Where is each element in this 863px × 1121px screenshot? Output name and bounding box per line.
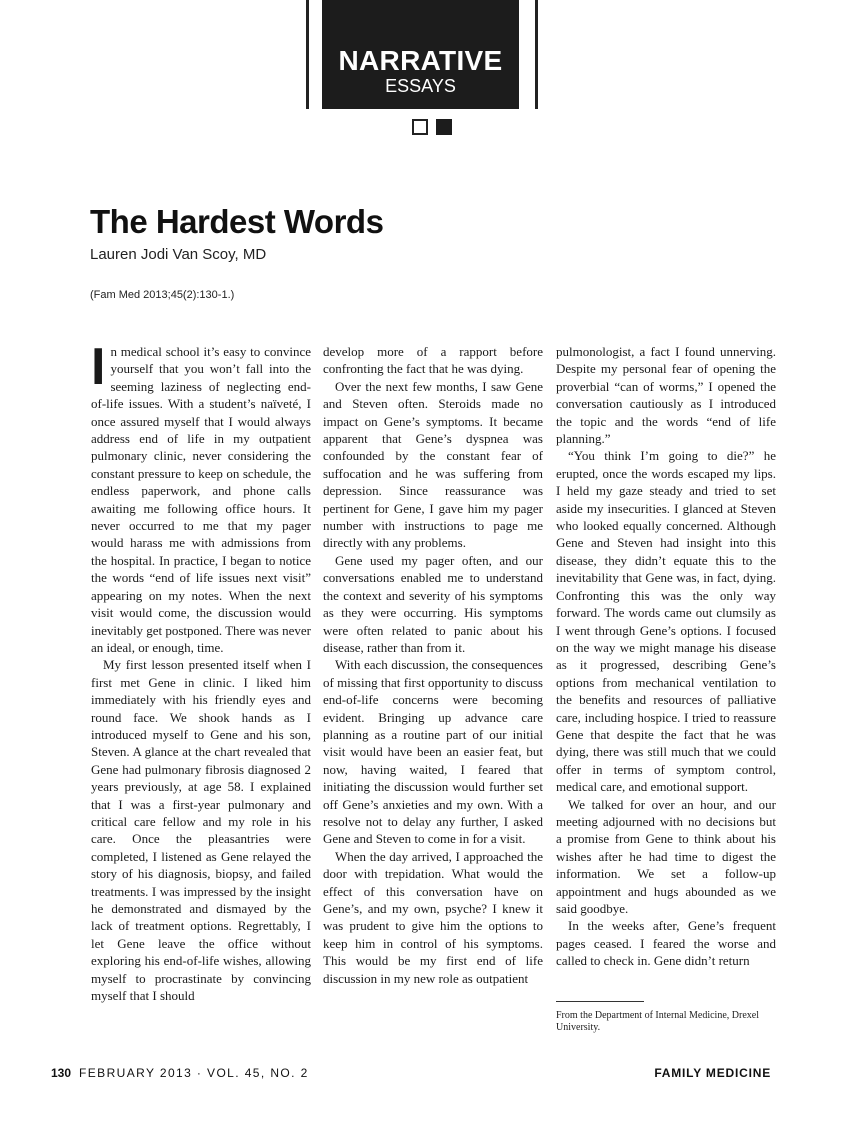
text-column-3 [556, 343, 776, 1043]
banner-left-rule [306, 0, 309, 109]
filled-square-ornament [436, 119, 452, 135]
paragraph: In the weeks after, Gene’s frequent pages ceased. I feared the worse and called to check in. Gene didn’t return [556, 918, 776, 969]
text-column-1 [91, 343, 311, 1043]
paragraph: We talked for over an hour, and our meeting adjourned with no decisions but a promise from Gene to think about his wishes after he had time to digest the information. We set a follow-up appointment and hugs abounded as we said goodbye. [556, 796, 776, 916]
text-column-2 [323, 343, 543, 1043]
journal-name: FAMILY MEDICINE [654, 1066, 771, 1080]
paragraph: “You think I’m going to die?” he erupted, once the words escaped my lips. I held my gaze steady and tried to set aside my insecurities. I glanced at Steven who looked equally concerned. Although Gene and Steven had insight into this disease, they didn’t equate this to the inevitability that Gene was, in fact, dying. Confronting this was the only way forward. The words came out clumsily as I went through Gene’s options. I focused on the way we might manage his disease as it progressed, describing Gene’s options from mechanical ventilation to the benefits and resources of palliative care, including hospice. I tried to reassure Gene that despite the fact that he was dying, there was still much that we could offer in terms of symptom control, medical care, and emotional support. [556, 448, 776, 795]
paragraph [91, 343, 311, 656]
paragraph: With each discussion, the consequences of missing that first opportunity to discuss end-of-life concerns were becoming evident. Bringing up advance care planning as a routine part of our initial visit would have been an easier feat, but now, having waited, I feared that initiating the discussion would further set off Gene’s anxieties and my own. With a resolve not to delay any further, I asked Gene and Steven to come in for a visit. [323, 657, 543, 847]
open-square-ornament [412, 119, 428, 135]
paragraph-text: n medical school it’s easy to convince yourself that you won’t fall into the seeming laziness of neglecting end-of-life issues. With a student’s naïveté, I once assured myself that I would always address end of life in my outpatient pulmonary clinic, never considering the constant pressure to keep on schedule, the endless paperwork, and phone calls awaiting me following office hours. It never occurred to me that my pager would harass me with admissions from the hospital. In practice, I began to notice the words “end of life issues next visit” appearing on my notes. When the next visit would come, the discussion would inevitably get postponed. There was never an ideal, or enough, time. [91, 344, 311, 655]
paragraph: Over the next few months, I saw Gene and Steven often. Steroids made no impact on Gene’s symptoms. It became apparent that Gene’s dyspnea was confounded by the constant fear of suffocation and he was suffering from depression. Since reassurance was pertinent for Gene, I gave him my pager number with instructions to page me directly with any problems. [323, 378, 543, 551]
page-number: 130 [51, 1066, 72, 1080]
paragraph: My first lesson presented itself when I first met Gene in clinic. I liked him immediately with his friendly eyes and round face. We shook hands as I introduced myself to Gene and his son, Steven. A glance at the chart revealed that Gene had pulmonary fibrosis diagnosed 2 years previously, at age 58. I explained that I was a first-year pulmonary and critical care fellow and my role in his care. Once the pleasantries were completed, I listened as Gene relayed the story of his diagnosis, biopsy, and failed treatments. I was impressed by the insight he demonstrated and dismayed by the lack of treatment options. Regrettably, I let Gene leave the office without exploring his end-of-life wishes, allowing myself to procrastinate by convincing myself that I should [91, 657, 311, 1004]
page-folio [51, 1066, 309, 1080]
article-citation: (Fam Med 2013;45(2):130-1.) [90, 289, 235, 301]
banner-right-rule [535, 0, 538, 109]
paragraph: When the day arrived, I approached the door with trepidation. What would the effect of this conversation have on Gene’s, and my own, psyche? I knew it was prudent to give him the options to keep him in control of his symptoms. This would be my first end of life discussion in my new role as outpatient [323, 848, 543, 986]
affiliation-footnote: From the Department of Internal Medicine, Drexel University. [556, 1010, 759, 1033]
paragraph: develop more of a rapport before confronting the fact that he was dying. [323, 344, 543, 377]
issue-info: FEBRUARY 2013 · VOL. 45, NO. 2 [79, 1066, 309, 1080]
section-banner [322, 0, 519, 109]
paragraph: Gene used my pager often, and our conversations enabled me to understand the context and severity of his symptoms as they were occurring. His symptoms were often related to panic about his disease, rather than from it. [323, 552, 543, 655]
article-author: Lauren Jodi Van Scoy, MD [90, 246, 267, 263]
section-title-narrative: NARRATIVE [338, 45, 503, 76]
paragraph: pulmonologist, a fact I found unnerving. Despite my personal fear of opening the proverbial “can of worms,” I opened the conversation cautiously as I introduced the topic and the words “end of life planning.” [556, 344, 776, 447]
section-title-essays: ESSAYS [385, 76, 456, 96]
article-title: The Hardest Words [90, 203, 384, 240]
footnote-rule [556, 1001, 644, 1002]
drop-cap: I [91, 343, 106, 396]
